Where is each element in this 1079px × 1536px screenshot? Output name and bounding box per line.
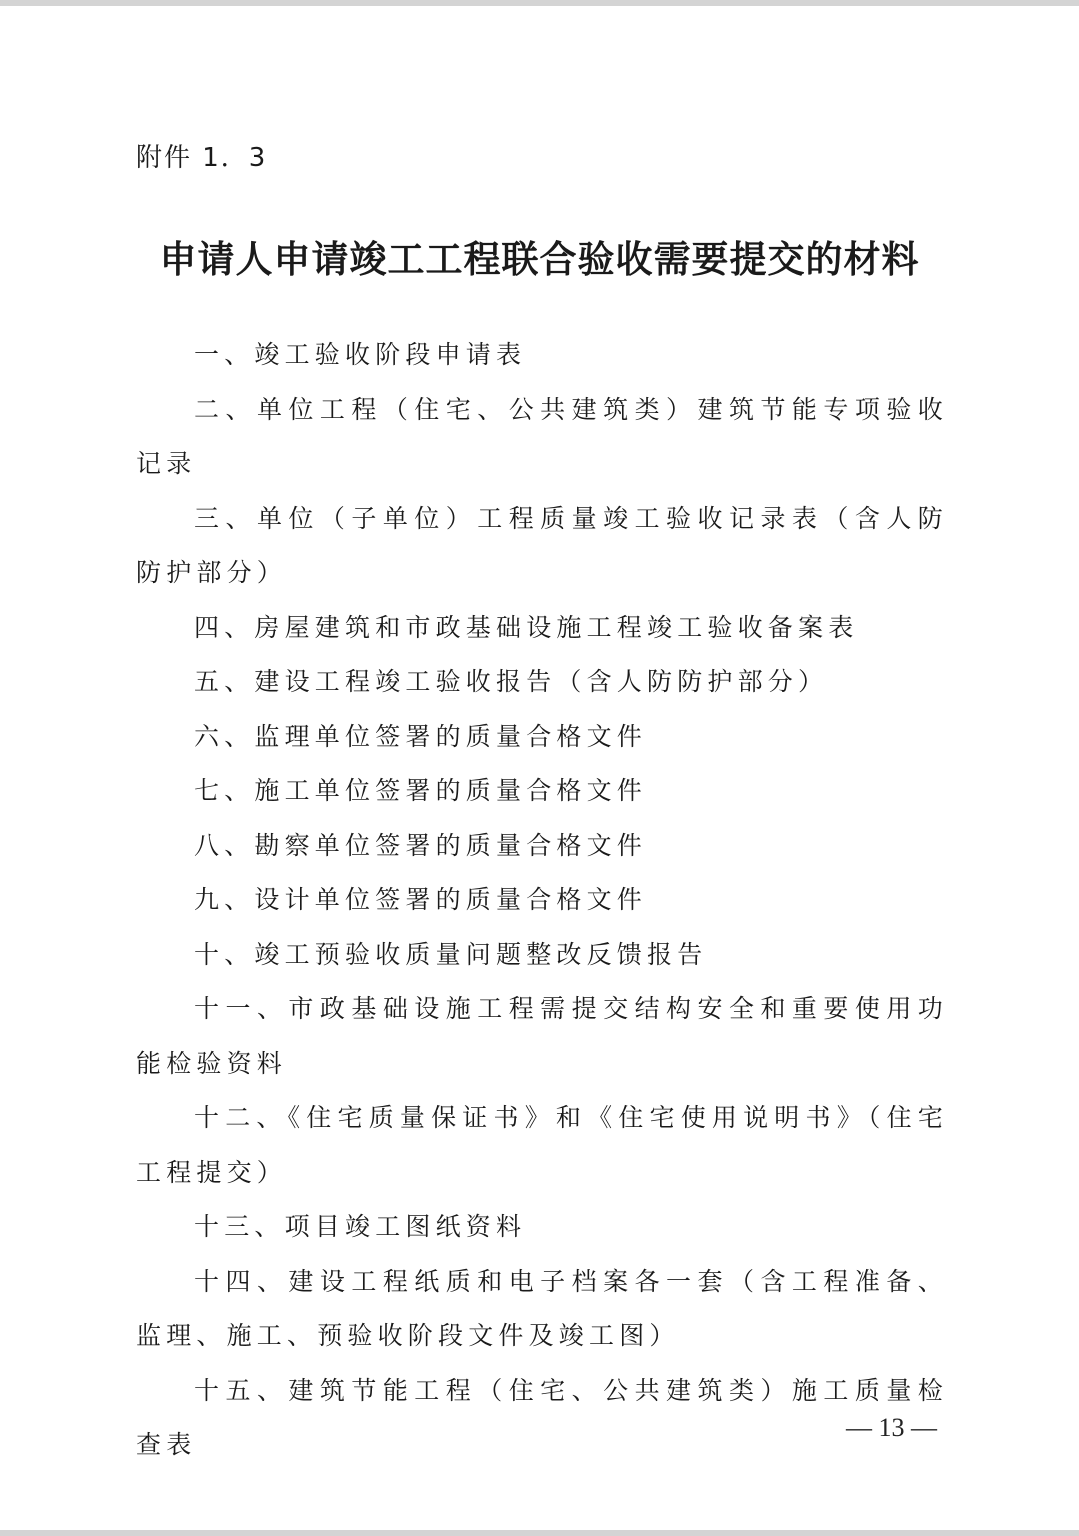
list-item-2: 二、单位工程（住宅、公共建筑类）建筑节能专项验收记录 (136, 394, 948, 478)
list-item-8: 八、勘察单位签署的质量合格文件 (194, 830, 648, 860)
list-item-12: 十二、《住宅质量保证书》和《住宅使用说明书》（住宅工程提交） (136, 1103, 948, 1187)
list-item-11: 十一、市政基础设施工程需提交结构安全和重要使用功能检验资料 (136, 994, 948, 1078)
materials-list (136, 328, 948, 1473)
attachment-label: 附件 1．3 (136, 143, 268, 173)
list-item-1: 一、竣工验收阶段申请表 (194, 340, 527, 369)
bottom-scan-border (0, 1530, 1079, 1536)
list-item-4: 四、房屋建筑和市政基础设施工程竣工验收备案表 (194, 612, 859, 642)
list-item-10: 十、竣工预验收质量问题整改反馈报告 (194, 939, 708, 969)
list-item-14: 十四、建设工程纸质和电子档案各一套（含工程准备、监理、施工、预验收阶段文件及竣工图） (136, 1266, 948, 1350)
list-item-7: 七、施工单位签署的质量合格文件 (194, 776, 648, 805)
list-item-15: 十五、建筑节能工程（住宅、公共建筑类）施工质量检查表 (136, 1375, 948, 1459)
document-title: 申请人申请竣工工程联合验收需要提交的材料 (159, 238, 920, 281)
list-item-9: 九、设计单位签署的质量合格文件 (194, 885, 648, 914)
list-item-6: 六、监理单位签署的质量合格文件 (194, 721, 648, 751)
page-number: — 13 — (846, 1413, 937, 1442)
list-item-13: 十三、项目竣工图纸资料 (194, 1212, 527, 1241)
list-item-3: 三、单位（子单位）工程质量竣工验收记录表（含人防防护部分） (136, 503, 948, 587)
list-item-5: 五、建设工程竣工验收报告（含人防防护部分） (194, 667, 829, 696)
